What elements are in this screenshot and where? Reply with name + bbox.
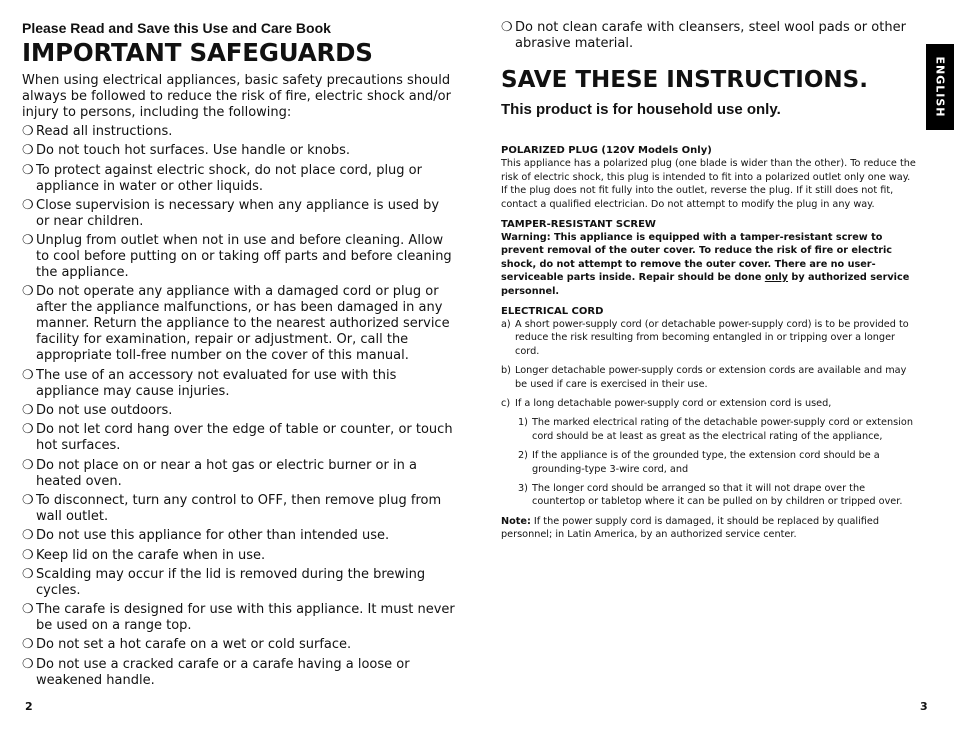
bullet-circle-icon: ❍ [22,143,34,159]
list-item [22,403,456,419]
list-item [22,124,456,140]
list-item [22,657,456,689]
list-item-text: To protect against electric shock, do not place cord, plug or appliance in water or other liquids. [36,162,422,194]
bullet-circle-icon: ❍ [22,284,34,300]
list-item [518,449,917,476]
list-item-text: To disconnect, turn any control to OFF, then remove plug from wall outlet. [36,492,442,524]
list-item-text: Do not place on or near a hot gas or electric burner or in a heated oven. [36,457,417,489]
list-item [22,567,456,599]
list-item-text: Do not let cord hang over the edge of table or counter, or touch hot surfaces. [36,422,453,454]
list-item [501,318,917,358]
kicker: Please Read and Save this Use and Care Book [22,20,331,36]
language-tab [926,44,954,130]
list-item-text: Do not touch hot surfaces. Use handle or knobs. [36,143,350,159]
bullet-circle-icon: ❍ [501,20,513,35]
electrical-cord-sublist [501,416,917,508]
language-tab-label: ENGLISH [933,56,947,118]
note-text: Note: If the power supply cord is damaged, it should be replaced by qualified personnel; in Latin America, by an authorized service center. [501,515,879,541]
polarized-plug-text: This appliance has a polarized plug (one blade is wider than the other). To reduce the risk of electric shock, this plug is intended to fit into a polarized outlet only one way. If the plug does not fit fully into the outlet, reverse the plug. If it still does not fit, contact a qualified electrician. Do not attempt to modify the plug in any way. [501,158,916,210]
bullet-circle-icon: ❍ [22,566,34,582]
list-item [22,368,456,400]
list-item [22,198,456,230]
list-item [22,163,456,195]
electrical-cord-list [501,318,917,410]
bullet-circle-icon: ❍ [22,197,34,213]
page-title: IMPORTANT SAFEGUARDS [22,38,373,67]
right-page [501,20,917,549]
bullet-circle-icon: ❍ [22,422,34,438]
bullet-circle-icon: ❍ [22,602,34,618]
bullet-circle-icon: ❍ [22,123,34,139]
list-item-text: Unplug from outlet when not in use and before cleaning. Allow to cool before putting on or taking off parts and before cleaning the appliance. [36,233,452,281]
list-item-text: Scalding may occur if the lid is removed during the brewing cycles. [36,566,426,598]
household-notice: This product is for household use only. [501,101,781,119]
list-item [518,482,917,509]
bullet-circle-icon: ❍ [22,162,34,178]
list-item-label: c) [501,397,511,409]
bullet-circle-icon: ❍ [22,367,34,383]
bullet-circle-icon: ❍ [22,233,34,249]
list-item [22,284,456,364]
list-item-text: Do not set a hot carafe on a wet or cold surface. [36,637,352,653]
tamper-screw-text: Warning: This appliance is equipped with a tamper-resistant screw to prevent removal of the outer cover. To reduce the risk of fire or electric shock, do not attempt to remove the outer cover. There are no user-serviceable parts inside. Repair should be done only by authorized service personnel. [501,231,910,297]
tamper-screw-heading: TAMPER-RESISTANT SCREW [501,218,656,230]
list-item-text: The longer cord should be arranged so that it will not drape over the countertop or tabletop where it can be pulled on by children or tripped over. [532,483,903,508]
note-label: Note: [501,515,531,527]
list-item [22,458,456,490]
bullet-circle-icon: ❍ [22,656,34,672]
list-item [22,528,456,544]
list-item-text: Do not use a cracked carafe or a carafe having a loose or weakened handle. [36,656,410,688]
electrical-cord-heading: ELECTRICAL CORD [501,305,604,317]
emphasis-only: only [764,272,789,284]
save-instructions-title: SAVE THESE INSTRUCTIONS. [501,67,868,93]
intro-text: When using electrical appliances, basic safety precautions should always be followed to reduce the risk of fire, electric shock and/or injury to persons, including the following: [22,72,451,120]
bullet-circle-icon: ❍ [22,403,34,419]
bullet-circle-icon: ❍ [22,547,34,563]
polarized-plug-heading: POLARIZED PLUG (120V Models Only) [501,145,712,157]
list-item-text: If a long detachable power-supply cord or extension cord is used, [515,397,832,409]
list-item [22,548,456,564]
list-item [22,233,456,281]
list-item [518,416,917,443]
list-item-text: Keep lid on the carafe when in use. [36,547,266,563]
list-item-text: Do not use this appliance for other than intended use. [36,528,390,544]
list-item-text: Read all instructions. [36,123,173,139]
list-item [501,20,917,52]
list-item [22,422,456,454]
list-item [501,397,917,410]
list-item [22,143,456,159]
list-item-text: The use of an accessory not evaluated for use with this appliance may cause injuries. [36,367,397,399]
list-item-text: Longer detachable power-supply cords or extension cords are available and may be used if care is exercised in their use. [515,365,907,390]
list-item-label: 3) [518,483,528,495]
list-item-label: a) [501,318,511,330]
list-item-text: The marked electrical rating of the detachable power-supply cord or extension cord should be at least as great as the electrical rating of the appliance, [532,417,913,442]
list-item [22,602,456,634]
bullet-circle-icon: ❍ [22,528,34,544]
list-item-text: Close supervision is necessary when any appliance is used by or near children. [36,197,440,229]
list-item [22,493,456,525]
bullet-circle-icon: ❍ [22,637,34,653]
page-number-left: 2 [25,700,33,713]
list-item [501,364,917,391]
safeguard-list [22,124,456,689]
bullet-circle-icon: ❍ [22,492,34,508]
list-item-text: The carafe is designed for use with this appliance. It must never be used on a range top. [36,602,455,634]
list-item [22,637,456,653]
list-item-text: Do not use outdoors. [36,403,173,419]
list-item-text: A short power-supply cord (or detachable power-supply cord) is to be provided to reduce the risk resulting from becoming entangled in or tripping over a longer cord. [515,318,909,357]
bullet-circle-icon: ❍ [22,457,34,473]
list-item-text: Do not operate any appliance with a damaged cord or plug or after the appliance malfunctions, or has been damaged in any manner. Return the appliance to the nearest authorized service facility for examination, repair or adjustment. Or, call the appropriate toll-free number on the cover of this manual. [36,284,450,364]
page-number-right: 3 [920,700,928,713]
list-item-label: b) [501,365,511,377]
list-item-text: If the appliance is of the grounded type, the extension cord should be a grounding-type 3-wire cord, and [532,450,880,475]
list-item-label: 1) [518,417,528,429]
list-item-label: 2) [518,450,528,462]
list-item-text: Do not clean carafe with cleansers, steel wool pads or other abrasive material. [515,20,906,51]
left-page [22,20,456,692]
